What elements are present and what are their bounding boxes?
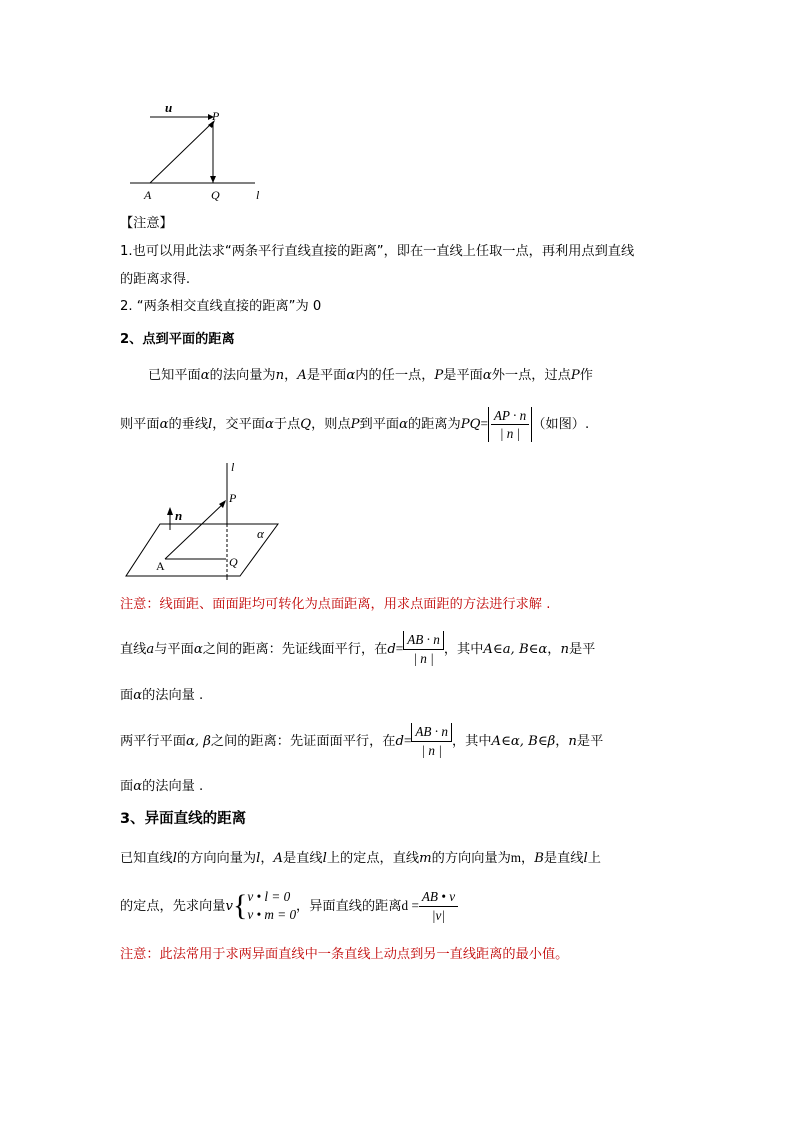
equation-system: [247, 888, 296, 924]
line-l: l: [583, 851, 588, 866]
line-l: l: [172, 851, 177, 866]
membership-condition: A∈a, B∈α: [483, 642, 548, 657]
text: ，: [260, 851, 274, 866]
equals-sign: =: [480, 416, 488, 431]
text: 是直线: [283, 851, 323, 866]
alpha-symbol: α: [200, 368, 210, 383]
distance-formula-fraction: [403, 631, 444, 668]
text: 作: [579, 368, 593, 383]
text: ，其中: [451, 734, 492, 749]
text: 已知直线: [120, 851, 173, 866]
normal-vector-n: n: [275, 368, 285, 383]
note1-line1: 1.也可以用此法求“两条平行直线直接的距离”，即在一直线上任取一点，再利用点到直线: [120, 244, 635, 259]
text: 是平: [576, 734, 604, 749]
distance-pq: PQ: [460, 417, 481, 432]
alpha-symbol: α: [193, 642, 203, 657]
plane-alpha-label: α: [257, 526, 264, 541]
equals-sign: =: [403, 733, 412, 748]
distance-d-label: d =: [401, 898, 419, 913]
text: ，交平面: [212, 417, 265, 432]
note-heading: 【注意】: [120, 216, 173, 231]
point-b: B: [534, 851, 544, 866]
vector-u-label: u: [165, 100, 173, 115]
note3: 注意：线面距、面面距均可转化为点面距离，用求点面距的方法进行求解 .: [120, 597, 551, 612]
note1-line2: 的距离求得.: [120, 272, 191, 287]
text: 到平面: [359, 417, 400, 432]
plane-plane-distance-line2: [120, 777, 203, 797]
point-q: Q: [300, 417, 312, 432]
text: 的定点，先求向量: [120, 899, 226, 914]
skew-distance-fraction: [419, 888, 458, 925]
text: 已知平面: [148, 368, 201, 383]
text: 是平: [568, 642, 596, 657]
direction-vector-m: m: [510, 850, 522, 865]
text: 的方向向量为: [431, 851, 511, 866]
distance-d: d: [395, 734, 404, 749]
equals-sign: =: [395, 641, 404, 656]
text: 的法向量为: [209, 368, 276, 383]
point-a-label: A: [156, 559, 165, 573]
text: 直线: [120, 642, 147, 657]
alpha-symbol: α: [346, 368, 356, 383]
line-l-label: l: [256, 188, 260, 202]
text: 两平行平面: [120, 734, 186, 749]
point-p: P: [570, 368, 580, 383]
formula-denominator: |v|: [431, 907, 446, 923]
s3-paragraph-line1: [120, 848, 601, 869]
alpha-symbol: α: [159, 417, 169, 432]
alpha-symbol: α: [133, 779, 143, 794]
text: 面: [120, 779, 134, 794]
text: 与平面: [154, 642, 194, 657]
point-a: A: [273, 851, 284, 866]
text: 于点: [273, 417, 301, 432]
text: 之间的距离：先证线面平行，在: [202, 642, 388, 657]
direction-vector-l: l: [256, 851, 261, 866]
membership-condition: A∈α, B∈β: [491, 734, 556, 749]
normal-vector-n: n: [568, 734, 577, 749]
point-a: A: [297, 368, 307, 383]
point-p: P: [434, 368, 444, 383]
text: 上: [587, 851, 601, 866]
text: ，: [521, 851, 535, 866]
text: 内的任一点，: [355, 368, 435, 383]
line-m: m: [419, 851, 432, 866]
section2-title: 2、点到平面的距离: [120, 332, 235, 347]
text: ，则点: [311, 417, 351, 432]
alpha-symbol: α: [399, 417, 408, 432]
text: 上的定点，直线: [326, 851, 420, 866]
normal-vector-n: n: [560, 642, 569, 657]
distance-d: d: [387, 642, 396, 657]
formula-numerator: AB · n: [411, 723, 452, 742]
text: 外一点，过点: [491, 368, 571, 383]
plane-plane-distance-line1: [120, 720, 603, 763]
formula-numerator: AP · n: [491, 407, 529, 425]
point-q-label: Q: [229, 555, 238, 569]
line-l: l: [322, 851, 327, 866]
figure-point-plane: [120, 458, 290, 580]
equation-1: v • l = 0: [247, 889, 291, 904]
point-p-label: P: [229, 491, 237, 505]
text: 则平面: [120, 417, 160, 432]
formula-denominator: | n |: [499, 425, 521, 441]
text: 的距离为: [408, 417, 461, 432]
formula-denominator: | n |: [421, 742, 442, 758]
text: ，异面直线的距离: [296, 899, 402, 914]
s2-paragraph-line1: [148, 366, 593, 386]
alpha-symbol: α: [265, 417, 274, 432]
text: 的法向量 .: [142, 779, 204, 794]
line-plane-distance-line2: [120, 686, 203, 706]
equation-2: v • m = 0: [247, 907, 297, 922]
text: 的方向向量为: [176, 851, 257, 866]
text: ，: [555, 734, 569, 749]
text: （如图）.: [532, 417, 590, 432]
text: 面: [120, 688, 134, 703]
line-l: l: [208, 417, 213, 432]
formula-denominator: | n |: [413, 650, 434, 666]
text: 是平面: [443, 368, 483, 383]
alpha-symbol: α: [133, 688, 143, 703]
text: ，: [284, 368, 298, 383]
point-q-label: Q: [211, 188, 220, 202]
distance-formula-fraction: [488, 407, 532, 442]
text: ，其中: [443, 642, 484, 657]
figure-point-line: [120, 95, 280, 210]
point-p: P: [350, 417, 360, 432]
point-p-label: P: [212, 109, 220, 123]
line-a-symbol: a: [146, 642, 155, 657]
text: 是直线: [543, 851, 584, 866]
point-a-label: A: [144, 188, 152, 202]
text: ，: [547, 642, 561, 657]
left-brace: {: [232, 889, 248, 922]
vector-v: v: [225, 899, 233, 914]
vector-n-label: n: [175, 508, 183, 523]
s2-paragraph-line2: [120, 404, 589, 445]
text: 的垂线: [168, 417, 209, 432]
alpha-beta-symbols: α, β: [185, 734, 211, 749]
s3-paragraph-line2: [120, 886, 458, 927]
section3-title: 3、异面直线的距离: [120, 811, 247, 827]
note2: 2. “两条相交直线直接的距离”为 0: [120, 299, 322, 314]
note4: 注意：此法常用于求两异面直线中一条直线上动点到另一直线距离的最小值。: [120, 947, 569, 962]
formula-numerator: AB • v: [419, 888, 458, 907]
line-plane-distance-line1: [120, 628, 595, 671]
text: 之间的距离：先证面面平行，在: [210, 734, 396, 749]
distance-formula-fraction: [411, 723, 452, 760]
line-l-label: l: [231, 460, 235, 474]
text: 是平面: [306, 368, 347, 383]
text: 的法向量 .: [142, 688, 204, 703]
formula-numerator: AB · n: [403, 631, 444, 650]
alpha-symbol: α: [482, 368, 492, 383]
